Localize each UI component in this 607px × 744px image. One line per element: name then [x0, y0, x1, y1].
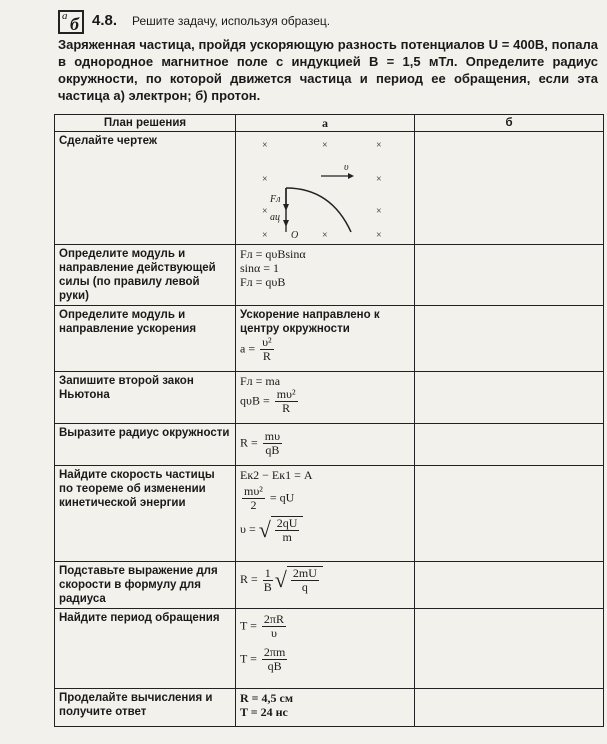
level-badge [58, 10, 84, 34]
answer-cell [236, 132, 415, 245]
accel-arrowhead [283, 220, 289, 227]
problem-statement: Заряженная частица, пройдя ускоряющую разность потенциалов U = 400В, попала в однородное магнитное поле с индукцией B = 1,5 мТл. Определите радиус окружности, по которой движется частица и период ее обращения, если эта частица а) электрон; б) протон. [58, 37, 598, 103]
denominator: qB [265, 443, 280, 457]
answer-cell [236, 689, 415, 727]
table-row [55, 132, 604, 245]
cross-mark: × [262, 140, 268, 151]
answer-line: T = 24 нс [240, 705, 288, 719]
formula-line: Fл = qυB [240, 275, 286, 289]
badge-top: a [62, 10, 68, 22]
table-row [55, 689, 604, 727]
cross-mark: × [262, 206, 268, 217]
formula-line: sinα = 1 [240, 261, 280, 275]
cross-mark: × [262, 230, 268, 241]
formula-lhs: T = [240, 651, 257, 666]
table-header-row [55, 115, 604, 132]
table-row [55, 245, 604, 306]
answer-cell-b [415, 306, 604, 372]
accel-label: aц [270, 212, 280, 223]
denominator: m [282, 530, 292, 544]
table-row [55, 372, 604, 424]
answer-cell [236, 245, 415, 306]
answer-cell-b [415, 424, 604, 466]
fraction [275, 388, 298, 415]
numerator: υ² [262, 335, 272, 349]
radical-sign: √ [274, 567, 287, 592]
task-description: Решите задачу, используя образец. [132, 14, 331, 28]
fraction [291, 567, 319, 594]
formula-line: Fл = qυBsinα [240, 247, 306, 261]
velocity-label: υ [344, 162, 349, 173]
answer-cell [236, 306, 415, 372]
step-cell: Выразите радиус окружности [55, 424, 236, 466]
answer-cell-b [415, 562, 604, 609]
step-cell: Запишите второй закон Ньютона [55, 372, 236, 424]
answer-cell-b [415, 689, 604, 727]
step-cell: Проделайте вычисления и получите ответ [55, 689, 236, 727]
table-row [55, 306, 604, 372]
cross-mark: × [376, 174, 382, 185]
solution-table [54, 114, 604, 727]
denominator: R [262, 349, 271, 363]
trajectory-arc [286, 188, 351, 232]
numerator: 2πR [263, 612, 284, 626]
cross-mark: × [376, 140, 382, 151]
header-a: а [236, 115, 415, 132]
table-row [55, 424, 604, 466]
numerator: 1 [264, 565, 271, 580]
table-row [55, 609, 604, 689]
magnetic-field-diagram [236, 132, 406, 244]
numerator: mυ² [244, 484, 263, 498]
cross-mark: × [322, 140, 328, 151]
formula-line [240, 566, 410, 594]
step-cell: Определите модуль и направление ускорения [55, 306, 236, 372]
fraction [263, 430, 282, 457]
step-cell: Подставьте выражение для скорости в формулу для радиуса [55, 562, 236, 609]
center-label: O [291, 230, 299, 241]
text-line: Ускорение направлено к [240, 309, 380, 321]
radicand [271, 516, 304, 544]
fraction [260, 336, 274, 363]
text-line: центру окружности [240, 323, 350, 335]
denominator: R [282, 401, 291, 415]
step-cell: Сделайте чертеж [55, 132, 236, 245]
answer-cell-b [415, 372, 604, 424]
formula-lhs: T = [240, 618, 257, 633]
answer-cell-b [415, 132, 604, 245]
step-cell: Определите модуль и направление действующей силы (по правилу левой руки) [55, 245, 236, 306]
header-b: б [415, 115, 604, 132]
fraction [262, 613, 286, 640]
velocity-arrowhead [348, 173, 354, 179]
formula-line [240, 613, 410, 640]
formula-lhs: R = [240, 435, 258, 450]
formula-lhs: R = [240, 571, 258, 586]
numerator: 2qU [276, 516, 298, 530]
fraction [262, 646, 287, 673]
header-plan: План решения [55, 115, 236, 132]
denominator: q [301, 580, 308, 594]
badge-bottom: б [70, 14, 79, 34]
denominator: B [263, 579, 272, 594]
answer-line: R = 4,5 см [240, 691, 294, 705]
step-cell: Найдите скорость частицы по теореме об изменении кинетической энергии [55, 466, 236, 562]
formula-line [240, 430, 410, 457]
task-header [58, 10, 598, 32]
formula-line [240, 388, 410, 415]
answer-cell-b [415, 609, 604, 689]
radicand [287, 566, 323, 594]
formula-line [240, 336, 410, 363]
radical-sign: √ [258, 517, 271, 542]
numerator: 2πm [263, 645, 286, 659]
answer-cell [236, 466, 415, 562]
answer-cell-b [415, 466, 604, 562]
table-row [55, 562, 604, 609]
formula-rhs: = qU [269, 490, 295, 505]
numerator: 2mU [292, 566, 317, 580]
cross-mark: × [376, 206, 382, 217]
answer-cell [236, 424, 415, 466]
formula-lhs: a = [240, 341, 256, 356]
task-number: 4.8. [92, 12, 118, 29]
answer-cell [236, 372, 415, 424]
answer-cell [236, 609, 415, 689]
fraction [242, 485, 265, 512]
fraction [263, 567, 273, 594]
step-cell: Найдите период обращения [55, 609, 236, 689]
formula-line: Fл = ma [240, 374, 281, 388]
denominator: qB [267, 659, 282, 673]
answer-cell [236, 562, 415, 609]
formula-line [240, 646, 410, 673]
table-row [55, 466, 604, 562]
formula-lhs: qυB = [240, 393, 270, 408]
cross-mark: × [376, 230, 382, 241]
formula-lhs: υ = [240, 521, 256, 536]
force-label: Fл [270, 194, 281, 205]
fraction [275, 517, 300, 544]
cross-mark: × [322, 230, 328, 241]
formula-line: Eк2 − Eк1 = A [240, 468, 313, 482]
answer-cell-b [415, 245, 604, 306]
numerator: mυ [264, 429, 281, 443]
cross-mark: × [262, 174, 268, 185]
formula-line [240, 485, 410, 512]
denominator: 2 [250, 498, 257, 512]
formula-line [240, 516, 410, 544]
numerator: mυ² [276, 387, 296, 401]
denominator: υ [270, 626, 277, 640]
